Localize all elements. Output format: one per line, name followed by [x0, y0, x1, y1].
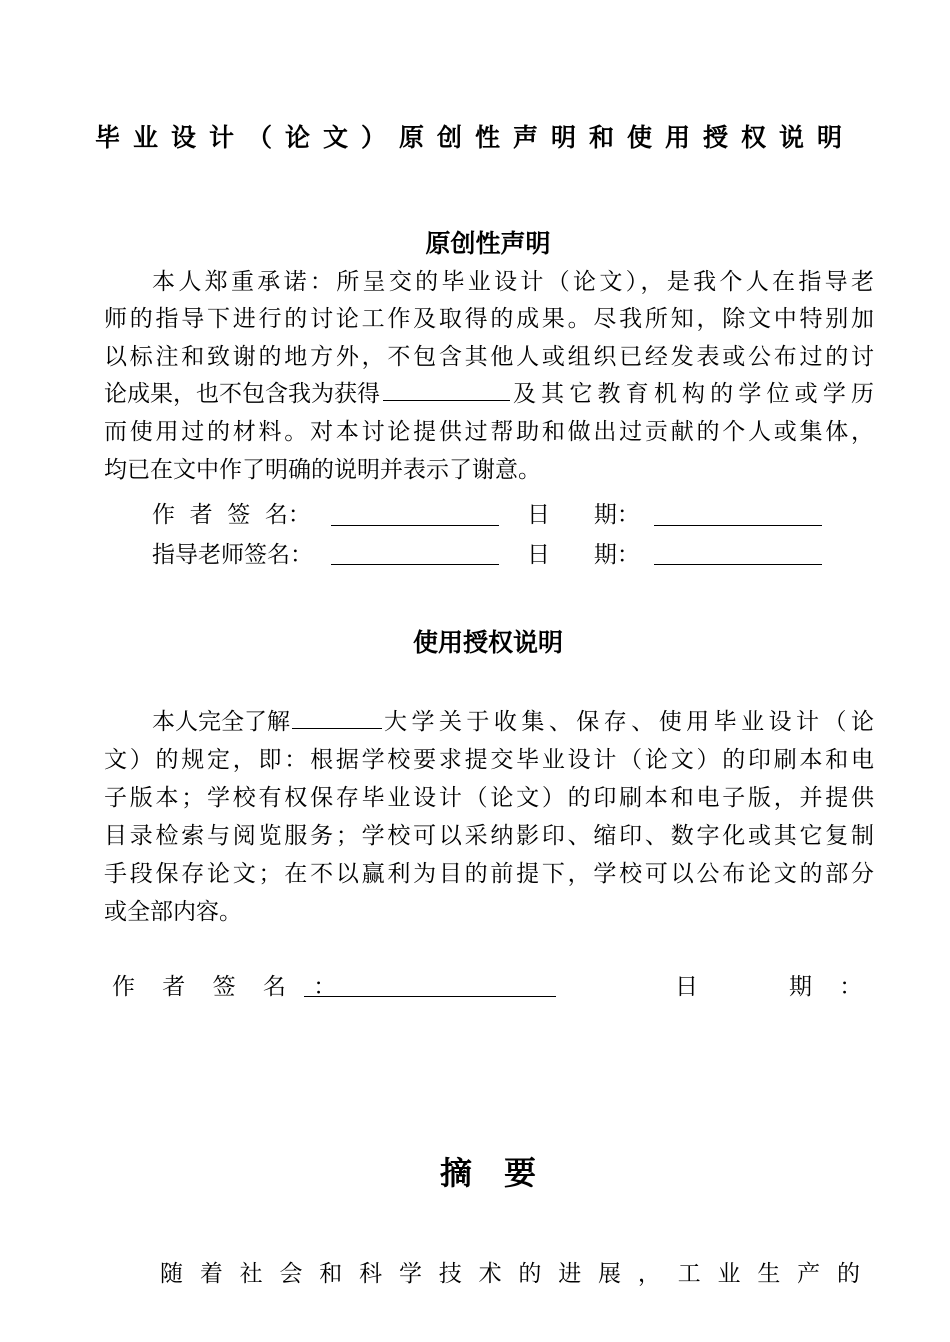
originality-line-1: 本人郑重承诺：所呈交的毕业设计（论文），是我个人在指导老 — [152, 269, 874, 295]
supervisor-date-line[interactable] — [654, 564, 822, 565]
authorization-line-1-start: 本人完全了解 — [152, 709, 290, 735]
supervisor-signature-line[interactable] — [331, 564, 499, 565]
authorization-line-5: 手段保存论文；在不以赢利为目的前提下，学校可以公布论文的部分 — [104, 861, 874, 887]
authorization-line-3: 子版本；学校有权保存毕业设计（论文）的印刷本和电子版，并提供 — [104, 785, 874, 811]
university-blank[interactable] — [292, 708, 382, 729]
originality-line-5: 而使用过的材料。对本讨论提供过帮助和做出过贡献的个人或集体， — [104, 419, 874, 445]
originality-line-4 — [104, 376, 874, 413]
authorization-heading: 使用授权说明 — [412, 628, 563, 657]
degree-blank[interactable] — [383, 380, 510, 401]
originality-line-4-end: 及其它教育机构的学位或学历 — [513, 381, 874, 407]
authorization-signature-line[interactable] — [304, 996, 556, 997]
author-date-line[interactable] — [654, 525, 822, 526]
abstract-first-line: 随着社会和科学技术的进展，工业生产的 — [160, 1261, 860, 1287]
authorization-date-period: 期 ： — [789, 974, 873, 1000]
authorization-line-6: 或全部内容。 — [104, 899, 242, 925]
originality-heading: 原创性声明 — [425, 229, 551, 258]
originality-line-4-start: 论成果，也不包含我为获得 — [104, 381, 380, 407]
author-signature-label: 作 者 签 名： — [152, 502, 311, 528]
authorization-line-1-end: 大学关于收集、保存、使用毕业设计（论 — [384, 709, 874, 735]
authorization-line-4: 目录检索与阅览服务；学校可以采纳影印、缩印、数字化或其它复制 — [104, 823, 874, 849]
originality-line-6: 均已在文中作了明确的说明并表示了谢意。 — [104, 457, 541, 483]
author-signature-line[interactable] — [331, 525, 499, 526]
supervisor-date-label: 日 期： — [527, 542, 640, 568]
authorization-date-day: 日 — [675, 974, 698, 1000]
originality-line-3: 以标注和致谢的地方外，不包含其他人或组织已经发表或公布过的讨 — [104, 344, 874, 370]
authorization-line-2: 文）的规定，即：根据学校要求提交毕业设计（论文）的印刷本和电 — [104, 747, 874, 773]
abstract-heading: 摘 要 — [439, 1154, 536, 1192]
authorization-line-1 — [152, 704, 874, 741]
supervisor-signature-label: 指导老师签名： — [152, 542, 313, 568]
authorization-signature-label: 作 者 签 名 ： — [112, 974, 347, 1000]
author-date-label: 日 期： — [527, 502, 640, 528]
originality-line-2: 师的指导下进行的讨论工作及取得的成果。尽我所知，除文中特别加 — [104, 306, 874, 332]
page-title: 毕业设计（论文）原创性声明和使用授权说明 — [94, 123, 855, 152]
